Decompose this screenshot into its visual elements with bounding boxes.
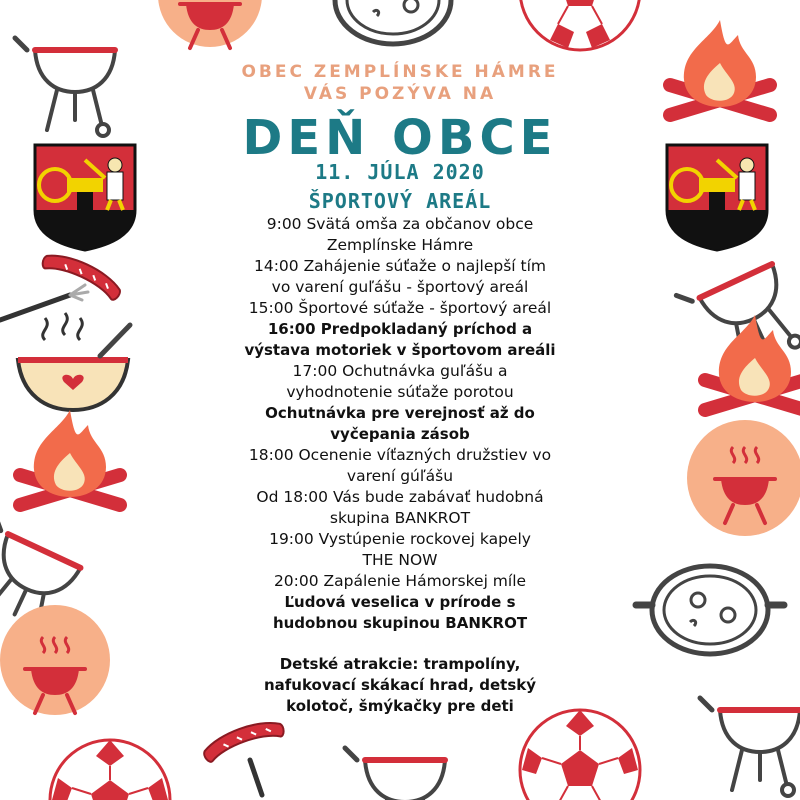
grill-icon [15,38,115,136]
soup-pot-icon [636,566,784,654]
program-line: Od 18:00 Vás bude zabávať hudobná [256,488,544,506]
soccer-ball-icon [520,710,640,800]
program-line: Ľudová veselica v prírode s [284,593,516,611]
program-line: 15:00 Športové súťaže - športový areál [248,299,552,317]
page-title: DEŇ OBCE [242,110,558,166]
program-list [200,214,600,634]
program-line: hudobnou skupinou BANKROT [272,614,528,632]
program-line: Ochutnávka pre verejnosť až do [265,404,535,422]
coat-of-arms-icon [35,145,135,250]
campfire-icon [20,410,120,505]
invitation-line-1: OBEC ZEMPLÍNSKE HÁMRE [241,62,559,82]
program-line: vyčepania zásob [330,425,470,443]
program-line: Zemplínske Hámre [326,236,474,254]
invitation-line-2: VÁS POZÝVA NA [303,84,497,104]
campfire-icon [670,20,770,115]
event-venue: ŠPORTOVÝ AREÁL [308,189,492,213]
program-line: 18:00 Ocenenie víťazných družstiev vo [248,446,552,464]
peach-circle [0,605,110,715]
kids-line: Detské atrakcie: trampolíny, [279,655,521,673]
program-line: 16:00 Predpokladaný príchod a [267,320,533,338]
kids-line: nafukovací skákací hrad, detský [263,676,537,694]
grill-icon [345,748,445,800]
program-line: výstava motoriek v športovom areáli [244,341,556,359]
program-line: skupina BANKROT [329,509,471,527]
kids-attractions [200,654,600,717]
event-date: 11. JÚLA 2020 [315,160,485,184]
kids-line: kolotoč, šmýkačky pre deti [286,697,514,715]
soup-bowl-icon [18,313,130,410]
program-line: varení gúľášu [346,467,454,485]
program-line: 14:00 Zahájenie súťaže o najlepší tím [253,257,547,275]
program-line: 20:00 Zapálenie Hámorskej míle [273,572,527,590]
program-line: vyhodnotenie súťaže porotou [286,383,514,401]
soccer-ball-icon [50,740,170,800]
program-line: 19:00 Vystúpenie rockovej kapely [269,530,531,548]
program-line: 9:00 Svätá omša za občanov obce [266,215,534,233]
grill-icon [700,698,800,796]
program-line: vo varení guľášu - športový areál [271,278,529,296]
program-line: 17:00 Ochutnávka guľášu a [292,362,508,380]
coat-of-arms-icon [667,145,767,250]
soccer-ball-icon [520,0,640,50]
soup-pot-icon [319,0,467,44]
sausage-fork-icon [200,715,286,763]
program-line: THE NOW [362,551,438,569]
